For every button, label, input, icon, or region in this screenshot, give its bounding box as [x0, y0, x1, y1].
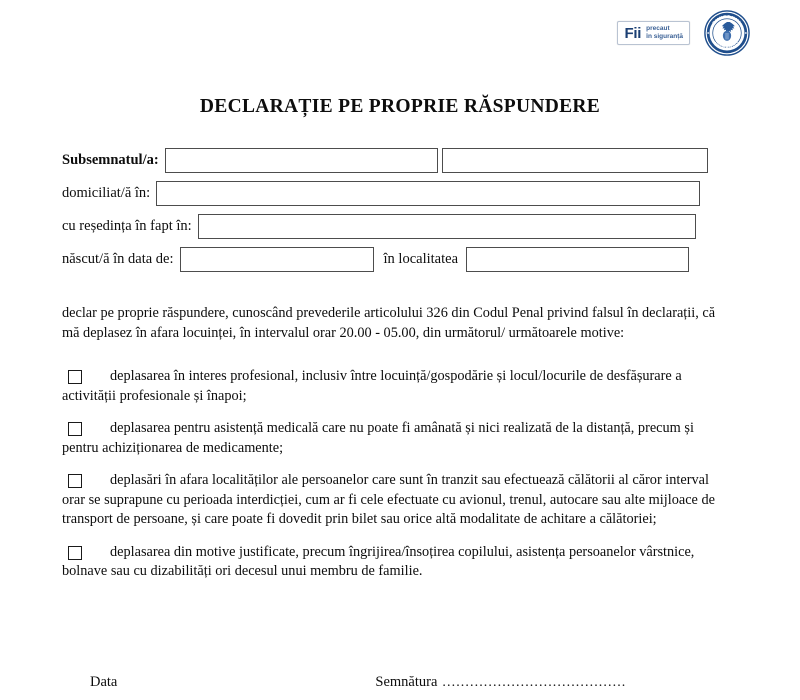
label-in-localitatea: în localitatea — [383, 250, 459, 267]
label-resedinta: cu reședința în fapt în: — [62, 217, 192, 234]
label-data: Data — [90, 674, 118, 690]
svg-text:ROMÂNIEI: ROMÂNIEI — [714, 39, 740, 50]
option-label-profesional: deplasarea în interes profesional, inclusiv între locuință/gospodărie și locul/locurile de desfășurare a activității profesionale și înapoi; — [62, 368, 682, 404]
option-label-medical: deplasarea pentru asistență medicală care nu poate fi amânată și nici realizată de la distanță, precum și pentru achiziționarea de medicamente; — [62, 420, 694, 456]
checkbox-motive-tranzit[interactable] — [68, 474, 82, 488]
option-item — [62, 543, 722, 582]
checkbox-motive-profesional[interactable] — [68, 370, 82, 384]
option-item — [62, 367, 722, 406]
form-row-subsemnatul — [62, 146, 714, 174]
checkbox-motive-justificate[interactable] — [68, 546, 82, 560]
label-domiciliat: domiciliat/ă în: — [62, 184, 151, 201]
input-domiciliat[interactable] — [156, 181, 700, 206]
fii-logo-subtitle — [646, 25, 683, 41]
input-subsemnatul-prenume[interactable] — [442, 148, 708, 173]
reason-options-list — [62, 367, 722, 595]
svg-text:GUVERNUL: GUVERNUL — [710, 14, 744, 26]
option-label-justificate: deplasarea din motive justificate, precum îngrijirea/însoțirea copilului, asistența persoanelor vârstnice, bolnave sau cu dizabilități ori decesul unui membru de familie. — [62, 543, 695, 579]
form-row-resedinta — [62, 212, 714, 240]
label-nascut: născut/ă în data de: — [62, 250, 174, 267]
header-logos — [617, 10, 750, 56]
form-fields — [62, 146, 714, 278]
fii-logo-line2: în siguranță — [646, 33, 683, 40]
government-seal-icon — [704, 10, 750, 56]
option-item — [62, 419, 722, 458]
label-subsemnatul: Subsemnatul/a: — [62, 151, 159, 168]
input-resedinta[interactable] — [198, 214, 696, 239]
option-label-tranzit: deplasări în afara localităților ale persoanelor care sunt în tranzit sau efectuează călătorii al căror interval orar se suprapune cu perioada interdicției, cum ar fi cele efectuate cu avionul, trenul, autocare sau alte mijloace de transport de persoane, și care poate fi dovedit prin bilet sau orice altă modalitate de achitare a călătoriei; — [62, 472, 715, 527]
option-item — [62, 471, 722, 530]
fii-logo-word: Fii — [624, 24, 642, 42]
input-data-nasterii[interactable] — [180, 247, 374, 272]
form-row-nascut — [62, 245, 714, 273]
input-subsemnatul-nume[interactable] — [165, 148, 438, 173]
checkbox-motive-medical[interactable] — [68, 422, 82, 436]
fii-precaut-logo — [617, 21, 690, 45]
declaration-paragraph: declar pe proprie răspundere, cunoscând prevederile articolului 326 din Codul Penal privind falsul în declarații, că mă deplasez în afara locuinței, în intervalul orar 20.00 - 05.00, din următorul/ următoarele motive: — [62, 305, 716, 341]
footer-signature-area — [62, 674, 722, 691]
page-title: DECLARAȚIE PE PROPRIE RĂSPUNDERE — [199, 96, 601, 117]
fii-logo-line1: precaut — [646, 25, 670, 32]
input-localitatea-nasterii[interactable] — [466, 247, 689, 272]
form-row-domiciliat — [62, 179, 714, 207]
label-semnatura: Semnătura — [375, 674, 438, 690]
signature-line[interactable]: ........................................ — [442, 675, 627, 690]
